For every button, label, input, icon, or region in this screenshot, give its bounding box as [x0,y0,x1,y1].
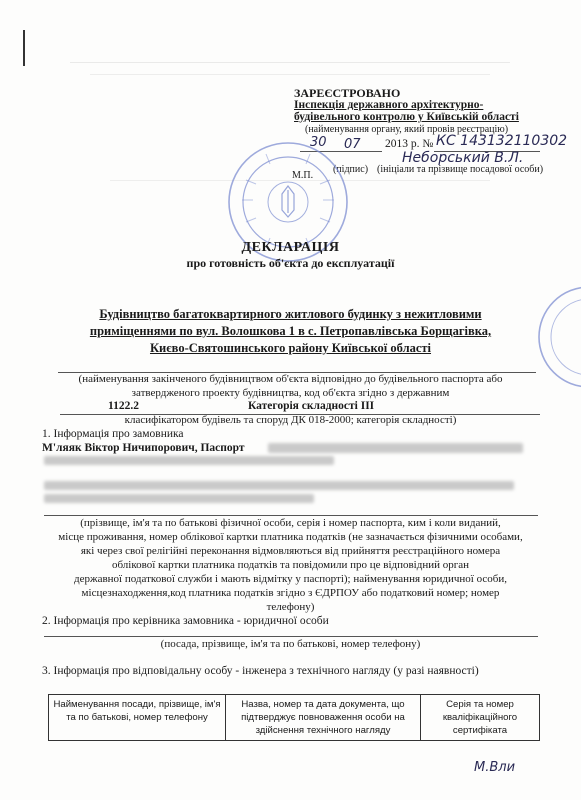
customer-separator [44,515,538,516]
header-position-name: Найменування посади, прізвище, ім'я та по батькові, номер телефону [49,695,226,741]
registration-number: КС 143132110302 [436,133,568,149]
manager-caption: (посада, прізвище, ім'я та по батькові, номер телефону) [160,638,421,650]
customer-caption-4: облікової картки платника податків та повідомили про це відповідний орган [111,559,470,571]
customer-caption-1: (прізвище, ім'я та по батькові фізичної особи, серія і номер паспорта, ким і коли виданий, [80,517,501,529]
declaration-title: ДЕКЛАРАЦІЯ [241,240,340,255]
redacted-line-2 [44,481,514,490]
registered-title: ЗАРЕЄСТРОВАНО [294,86,401,100]
registration-date-year: 2013 р. № [385,138,434,150]
object-caption-line1: (найменування закінченого будівництвом об'єкта відповідно до будівельного паспорта або [78,373,503,385]
header-authority-document: Назва, номер та дата документа, що підтверджує повноваження особи на здійснення технічного нагляду [226,695,421,741]
customer-caption-2: місце проживання, номер облікової картки платника податків (не зазначається фізичними особами, [58,531,523,543]
object-caption-line2: затвердженого проекту будівництва, код об'єкта згідно з державним [131,387,450,399]
table-header-row [49,695,540,741]
registration-authority-line1: Інспекція державного архітектурно- [294,99,484,111]
registration-date-month: 07 [344,137,361,152]
declaration-subtitle: про готовність об'єкта до експлуатації [186,256,395,270]
customer-name: М'ляяк Віктор Ничипорович, Паспорт [42,442,245,454]
redacted-line-3 [44,494,314,503]
object-name-line1: Будівництво багатоквартирного житлового будинку з нежитловими [99,307,482,321]
customer-caption-3: які через свої релігійні переконання відмовляються від прийняття реєстраційного номера [80,545,501,557]
signer-initials-caption: (ініціали та прізвище посадової особи) [377,164,544,175]
customer-caption-7: телефону) [266,601,315,613]
section2-heading: 2. Інформація про керівника замовника - юридичної особи [42,615,329,627]
registration-authority-caption: (найменування органу, який провів реєстрацію) [305,124,509,135]
margin-mark [23,30,25,66]
signature-caption: (підпис) [333,164,369,175]
manager-separator [44,636,538,637]
supervision-table [48,694,540,741]
header-certificate: Серія та номер кваліфікаційного сертифіката [421,695,540,741]
section3-heading: 3. Інформація про відповідальну особу - інженера з технічного нагляду (у разі наявності) [42,665,479,677]
object-name-line3: Києво-Святошинського району Київської області [149,341,432,355]
registration-authority-line2: будівельного контролю у Київській області [294,111,519,123]
redacted-line-1 [44,456,334,465]
object-name-line2: приміщеннями по вул. Волошкова 1 в с. Петропавлівська Борщагівка, [89,324,492,338]
section1-heading: 1. Інформація про замовника [42,428,184,440]
footer-initials: М.Вли [474,760,516,775]
signer-name: Неборський В.Л. [402,150,524,166]
redacted-passport [268,443,523,453]
customer-caption-6: місцезнаходження,код платника податків згідно з ЄДРПОУ або податковий номер; номер [81,587,500,599]
object-code: 1122.2 [108,400,139,412]
object-caption-line3: класифікатором будівель та споруд ДК 018-2000; категорія складності) [124,414,457,426]
registration-date-day: 30 [310,135,327,150]
object-category: Категорія складності ІІІ [248,400,375,412]
stamp-label: М.П. [292,170,314,181]
customer-caption-5: державної податкової служби і мають відмітку у паспорті); найменування юридичної особи, [74,573,507,585]
